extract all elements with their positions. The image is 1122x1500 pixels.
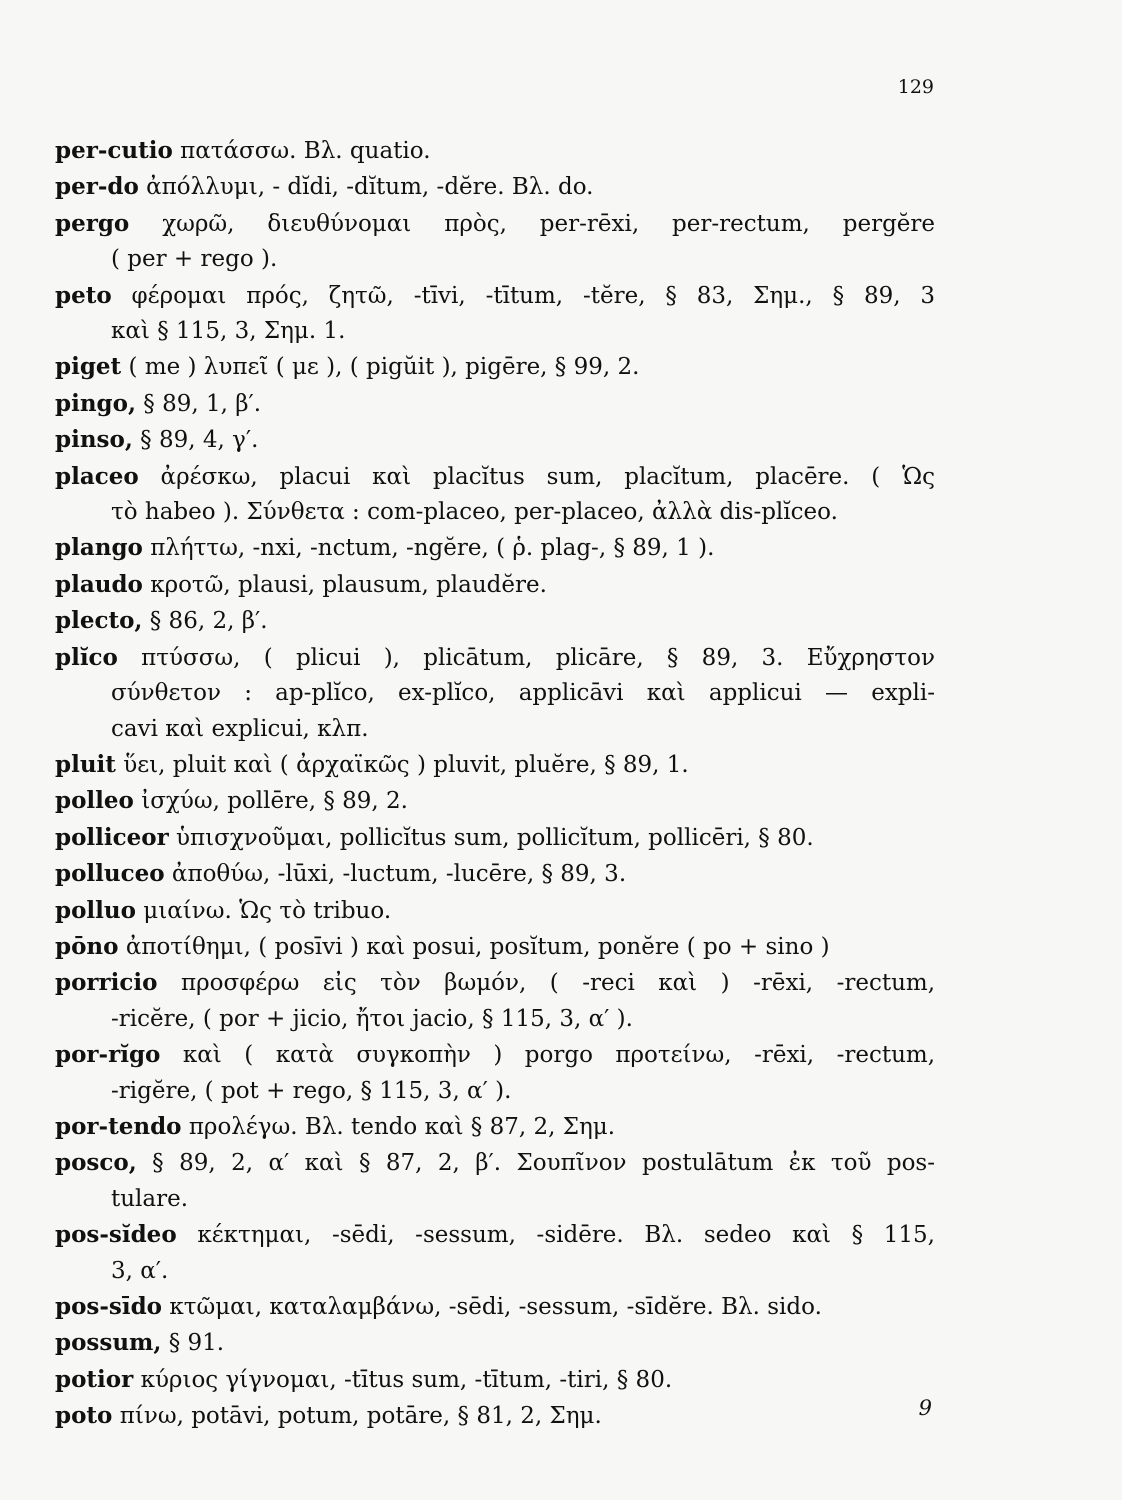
entry-first-line [55, 783, 935, 819]
headword: possum, [55, 1329, 162, 1357]
entry-first-line [55, 530, 935, 566]
definition-text: καὶ § 115, 3, Σημ. 1. [111, 318, 346, 345]
entry-first-line [55, 1037, 935, 1073]
dictionary-entry [55, 278, 935, 350]
entry-first-line [55, 206, 935, 242]
headword: polluceo [55, 860, 165, 888]
headword: polluo [55, 896, 136, 924]
headword: pos-sĭdeo [55, 1221, 177, 1249]
definition-text: ( me ) λυπεῖ ( με ), ( pigŭit ), pigēre, § 99, 2. [128, 354, 640, 381]
dictionary-entry [55, 603, 935, 639]
dictionary-entry [55, 965, 935, 1037]
definition-text: ὑπισχνοῦμαι, pollicĭtus sum, pollicĭtum, pollicēri, § 80. [176, 824, 814, 851]
dictionary-entry [55, 929, 935, 965]
entry-continuation-line [55, 314, 935, 349]
definition-text: ὕει, pluit καὶ ( ἀρχαϊκῶς ) pluvit, pluĕre, § 89, 1. [123, 751, 689, 778]
dictionary-entry [55, 133, 935, 169]
definition-text: χωρῶ, διευθύνομαι πρὸς, per-rēxi, per-rectum, pergĕre [162, 210, 936, 237]
headword: piget [55, 353, 122, 381]
dictionary-entry [55, 893, 935, 929]
dictionary-entry [55, 747, 935, 783]
dictionary-entry [55, 1145, 935, 1217]
headword: per-do [55, 173, 139, 201]
dictionary-entry [55, 1325, 935, 1361]
headword: plango [55, 534, 143, 562]
entry-continuation-line [55, 1182, 935, 1217]
definition-text: κέκτημαι, -sēdi, -sessum, -sidēre. Βλ. sedeo καὶ § 115, [197, 1222, 935, 1249]
definition-text: 3, α′. [111, 1257, 169, 1284]
headword: pergo [55, 209, 130, 237]
definition-text: tulare. [111, 1185, 189, 1212]
headword: por-rĭgo [55, 1041, 161, 1069]
definition-text: προσφέρω εἰς τὸν βωμόν, ( -reci καὶ ) -rēxi, -rectum, [180, 970, 936, 997]
definition-text: ἰσχύω, pollēre, § 89, 2. [141, 788, 408, 815]
dictionary-entry [55, 169, 935, 205]
entry-first-line [55, 640, 935, 676]
definition-text: § 89, 4, γ′. [140, 427, 259, 454]
dictionary-entry [55, 459, 935, 531]
entry-first-line [55, 386, 935, 422]
entry-first-line [55, 893, 935, 929]
headword: peto [55, 281, 112, 309]
dictionary-entries [55, 133, 935, 1435]
headword: potior [55, 1365, 134, 1393]
entry-first-line [55, 169, 935, 205]
dictionary-entry [55, 349, 935, 385]
definition-text: φέρομαι πρός, ζητῶ, -tīvi, -tītum, -tĕre, § 83, Σημ., § 89, 3 [131, 282, 936, 309]
entry-first-line [55, 1145, 935, 1181]
dictionary-entry [55, 530, 935, 566]
headword: polleo [55, 787, 134, 815]
definition-text: § 86, 2, β′. [149, 608, 268, 635]
headword: plecto, [55, 607, 143, 635]
definition-text: § 89, 1, β′. [143, 390, 262, 417]
headword: plĭco [55, 643, 118, 671]
dictionary-entry [55, 206, 935, 278]
dictionary-entry [55, 640, 935, 747]
definition-text: πλήττω, -nxi, -nctum, -ngĕre, ( ῥ. plag-, § 89, 1 ). [150, 535, 715, 562]
entry-first-line [55, 1289, 935, 1325]
definition-text: προλέγω. Βλ. tendo καὶ § 87, 2, Σημ. [188, 1113, 616, 1140]
definition-text: § 89, 2, α′ καὶ § 87, 2, β′. Σουπῖνον postulātum ἐκ τοῦ pos- [152, 1150, 935, 1177]
dictionary-entry [55, 856, 935, 892]
definition-text: πατάσσω. Βλ. quatio. [180, 138, 431, 164]
entry-first-line [55, 422, 935, 458]
entry-first-line [55, 459, 935, 495]
entry-continuation-line [55, 1254, 935, 1289]
dictionary-entry [55, 1037, 935, 1109]
entry-first-line [55, 133, 935, 169]
headword: porricio [55, 969, 158, 997]
headword: pōno [55, 932, 119, 960]
entry-first-line [55, 1398, 935, 1434]
signature-mark: 9 [918, 1396, 932, 1420]
entry-first-line [55, 1325, 935, 1361]
definition-text: -rigĕre, ( pot + rego, § 115, 3, α′ ). [111, 1077, 512, 1104]
page-number: 129 [897, 76, 934, 98]
dictionary-entry [55, 567, 935, 603]
entry-first-line [55, 278, 935, 314]
headword: por-tendo [55, 1112, 182, 1140]
dictionary-entry [55, 422, 935, 458]
entry-continuation-line [55, 712, 935, 747]
dictionary-entry [55, 1289, 935, 1325]
definition-text: cavi καὶ explicui, κλπ. [111, 715, 369, 742]
definition-text: ( per + rego ). [111, 246, 278, 273]
definition-text: § 91. [168, 1330, 225, 1357]
definition-text: κτῶμαι, καταλαμβάνω, -sēdi, -sessum, -sīdĕre. Βλ. sido. [169, 1294, 822, 1320]
entry-continuation-line [55, 242, 935, 277]
headword: pinso, [55, 426, 133, 454]
entry-first-line [55, 1217, 935, 1253]
definition-text: -ricĕre, ( por + jicio, ἤτοι jacio, § 115, 3, α′ ). [111, 1005, 633, 1032]
definition-text: κύριος γίγνομαι, -tītus sum, -tītum, -tiri, § 80. [140, 1366, 673, 1393]
headword: pluit [55, 750, 116, 778]
definition-text: πτύσσω, ( plicui ), plicātum, plicāre, § 89, 3. Εὔχρηστον [141, 644, 935, 671]
definition-text: καὶ ( κατὰ συγκοπὴν ) porgo προτείνω, -rēxi, -rectum, [182, 1042, 936, 1069]
headword: pingo, [55, 389, 136, 417]
headword: polliceor [55, 823, 169, 851]
entry-first-line [55, 747, 935, 783]
definition-text: ἀπόλλυμι, - dĭdi, -dĭtum, -dĕre. Βλ. do. [146, 174, 594, 201]
headword: poto [55, 1402, 113, 1430]
dictionary-entry [55, 1217, 935, 1289]
entry-first-line [55, 820, 935, 856]
entry-first-line [55, 929, 935, 965]
headword: posco, [55, 1149, 137, 1177]
headword: placeo [55, 462, 139, 490]
headword: plaudo [55, 570, 143, 598]
dictionary-entry [55, 783, 935, 819]
definition-text: πίνω, potāvi, potum, potāre, § 81, 2, Σημ. [119, 1403, 602, 1430]
definition-text: ἀποθύω, -lūxi, -luctum, -lucēre, § 89, 3. [171, 861, 627, 888]
headword: per-cutio [55, 137, 173, 164]
entry-first-line [55, 1109, 935, 1145]
entry-first-line [55, 603, 935, 639]
headword: pos-sīdo [55, 1293, 163, 1320]
dictionary-entry [55, 1109, 935, 1145]
entry-continuation-line [55, 1074, 935, 1109]
definition-text: τὸ habeo ). Σύνθετα : com-placeo, per-placeo, ἀλλὰ dis-plĭceo. [111, 499, 838, 526]
dictionary-entry [55, 820, 935, 856]
definition-text: ἀποτίθημι, ( posīvi ) καὶ posui, posĭtum, ponĕre ( po + sino ) [125, 933, 830, 960]
definition-text: κροτῶ, plausi, plausum, plaudĕre. [150, 571, 547, 598]
dictionary-entry [55, 1362, 935, 1398]
definition-text: σύνθετον : ap-plĭco, ex-plĭco, applicāvi καὶ applicui — expli- [111, 680, 935, 707]
entry-continuation-line [55, 676, 935, 711]
definition-text: ἀρέσκω, placui καὶ placĭtus sum, placĭtum, placēre. ( Ὡς [160, 463, 936, 490]
entry-first-line [55, 349, 935, 385]
dictionary-entry [55, 386, 935, 422]
entry-continuation-line [55, 1002, 935, 1037]
entry-first-line [55, 856, 935, 892]
definition-text: μιαίνω. Ὡς τὸ tribuo. [143, 897, 392, 924]
entry-continuation-line [55, 495, 935, 530]
entry-first-line [55, 965, 935, 1001]
entry-first-line [55, 1362, 935, 1398]
dictionary-entry [55, 1398, 935, 1434]
entry-first-line [55, 567, 935, 603]
